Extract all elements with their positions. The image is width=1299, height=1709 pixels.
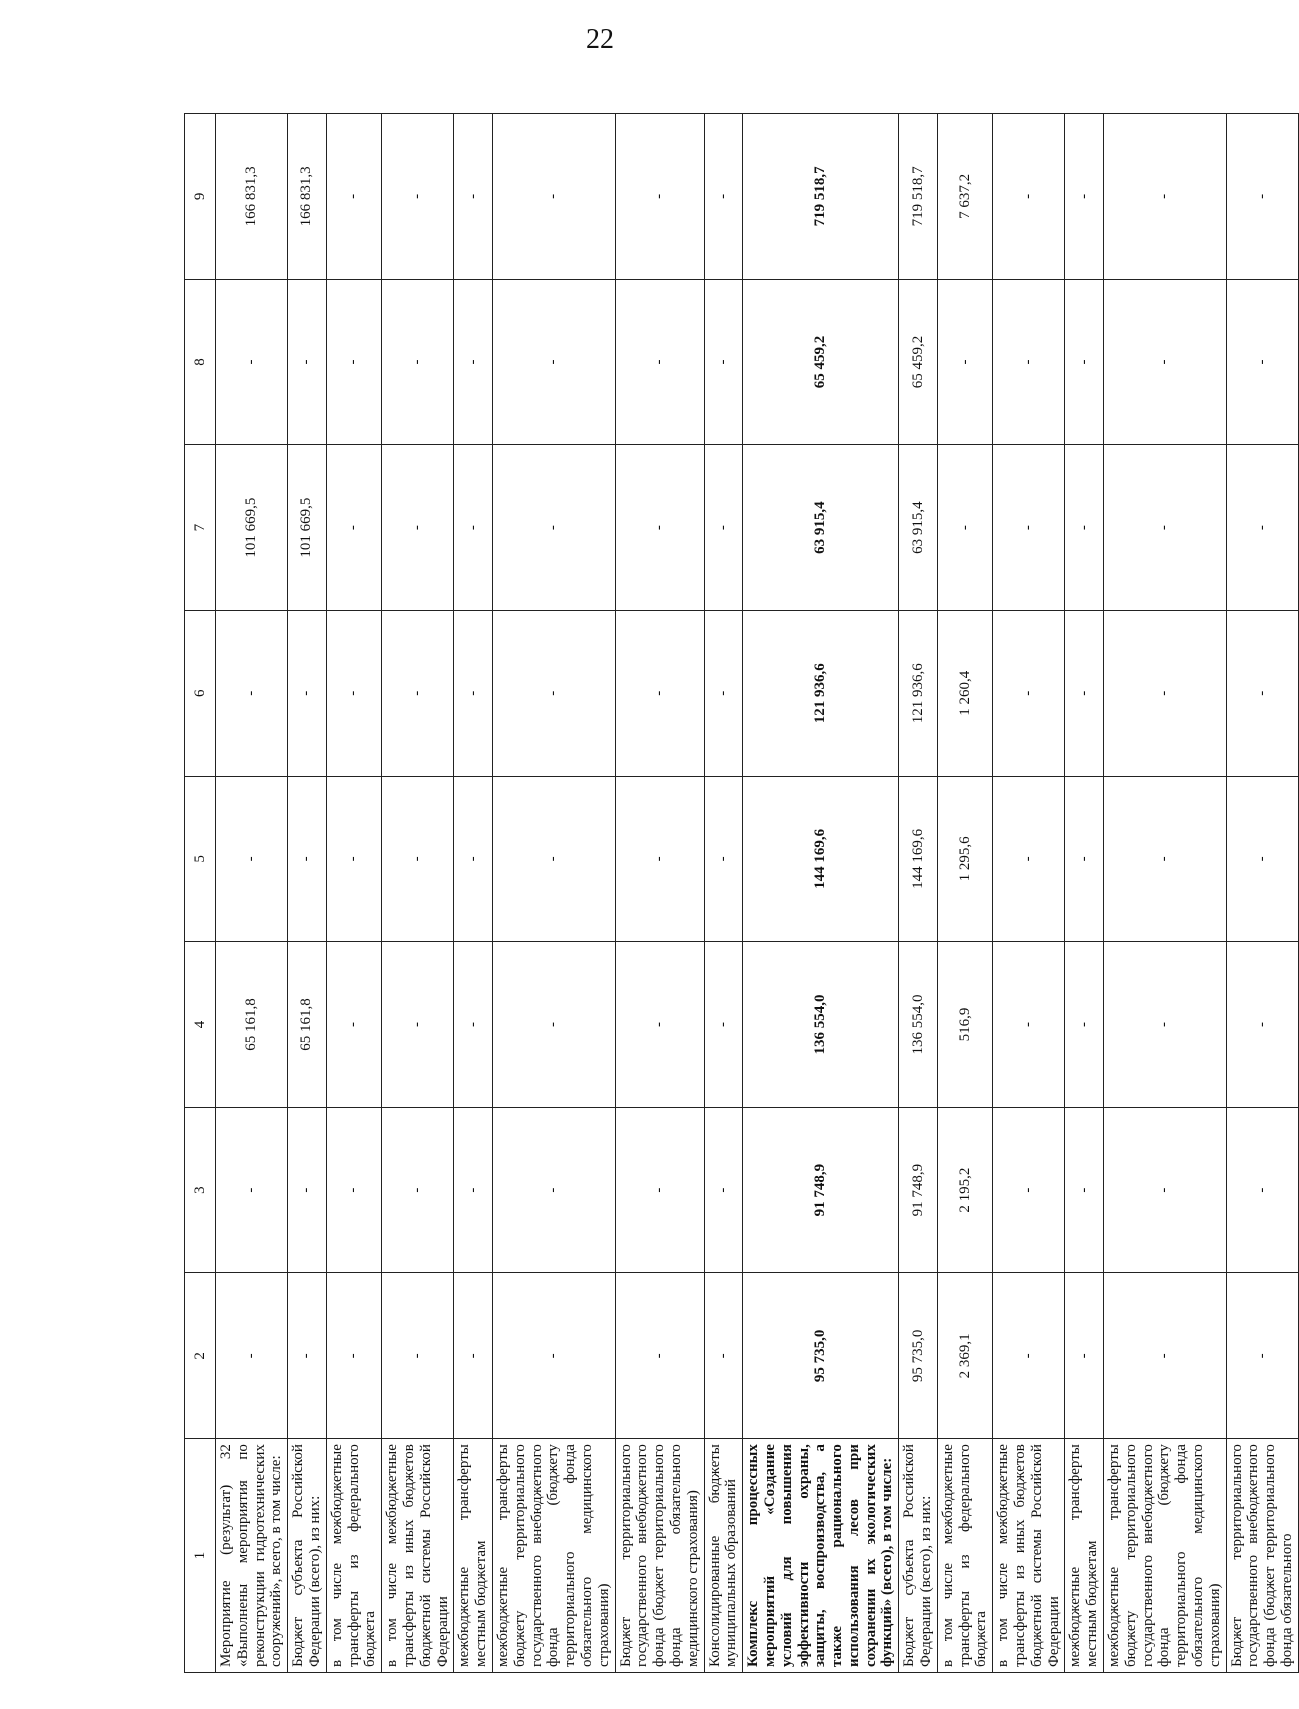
row-value: - [382,279,454,445]
row-label: в том числе межбюджетные трансферты из федерального бюджета [326,1439,381,1673]
table-row [382,114,454,1673]
row-value: 65 161,8 [216,942,288,1108]
row-value: 719 518,7 [743,114,899,280]
row-value: - [615,1107,704,1273]
row-label: Бюджет субъекта Российской Федерации (всего), из них: [899,1439,938,1673]
row-value: - [492,776,615,942]
row-value: 121 936,6 [899,610,938,776]
row-value: - [993,942,1065,1108]
page-number: 22 [586,24,614,55]
row-value: - [216,1273,288,1439]
row-value: - [1104,942,1227,1108]
row-value: - [1104,1273,1227,1439]
row-value: - [326,1107,381,1273]
row-value: - [1104,445,1227,611]
row-value: - [288,1107,327,1273]
row-value: 95 735,0 [743,1273,899,1439]
table-row [1226,114,1298,1673]
row-value: - [704,114,743,280]
row-value: - [1226,1107,1298,1273]
row-value: - [1104,776,1227,942]
row-value: - [454,279,493,445]
row-value: - [993,445,1065,611]
table-row [1065,114,1104,1673]
row-value: 65 459,2 [743,279,899,445]
column-header-7: 7 [185,445,216,611]
row-value: - [326,942,381,1108]
row-value: - [454,942,493,1108]
table-row [454,114,493,1673]
row-label: Консолидированные бюджеты муниципальных образований [704,1439,743,1673]
table-row [615,114,704,1673]
row-value: - [615,610,704,776]
row-value: - [1226,610,1298,776]
row-value: 144 169,6 [899,776,938,942]
row-value: - [492,942,615,1108]
row-value: - [704,1107,743,1273]
row-value: - [288,776,327,942]
row-value: - [454,1273,493,1439]
row-value: 65 161,8 [288,942,327,1108]
row-label: Бюджет территориального государственного внебюджетного фонда (бюджет территориального фонда обязательного медицинского страхования) [615,1439,704,1673]
table-row [937,114,992,1673]
rotated-table-frame [184,113,1296,1673]
row-label: в том числе межбюджетные трансферты из федерального бюджета [937,1439,992,1673]
row-value: - [1226,776,1298,942]
row-value: - [382,1273,454,1439]
table-row [704,114,743,1673]
row-value: 91 748,9 [899,1107,938,1273]
row-value: 101 669,5 [216,445,288,611]
row-value: - [492,1273,615,1439]
row-value: - [993,610,1065,776]
row-value: - [492,445,615,611]
table-row [1104,114,1227,1673]
row-value: - [326,279,381,445]
row-value: 136 554,0 [743,942,899,1108]
row-value: - [454,610,493,776]
row-label: межбюджетные трансферты бюджету территориального государственного внебюджетного фонда (бюджету территориального фонда обязательного медицинского страхования) [492,1439,615,1673]
row-value: - [993,1273,1065,1439]
row-value: - [1226,942,1298,1108]
row-value: - [615,445,704,611]
row-value: - [1065,776,1104,942]
row-value: - [1065,1273,1104,1439]
row-value: 2 369,1 [937,1273,992,1439]
table-row [492,114,615,1673]
table-header-row [185,114,216,1673]
row-value: - [615,1273,704,1439]
row-value: - [492,1107,615,1273]
table-row [216,114,288,1673]
row-value: - [216,610,288,776]
table-row [326,114,381,1673]
table-body [216,114,1299,1673]
row-value: - [1104,114,1227,280]
column-header-3: 3 [185,1107,216,1273]
table-row [288,114,327,1673]
row-value: 144 169,6 [743,776,899,942]
row-value: - [704,776,743,942]
row-value: - [326,1273,381,1439]
row-value: 719 518,7 [899,114,938,280]
row-value: - [382,114,454,280]
row-label: межбюджетные трансферты местным бюджетам [1065,1439,1104,1673]
row-value: - [1104,1107,1227,1273]
column-header-4: 4 [185,942,216,1108]
row-value: - [382,610,454,776]
row-value: - [1226,1273,1298,1439]
row-value: - [615,776,704,942]
row-value: 121 936,6 [743,610,899,776]
row-label: Мероприятие (результат) 32 «Выполнены мероприятия по реконструкции гидротехнических сооружений», всего, в том числе: [216,1439,288,1673]
row-value: 1 295,6 [937,776,992,942]
row-value: - [615,279,704,445]
row-value: - [216,776,288,942]
row-value: 95 735,0 [899,1273,938,1439]
row-value: 166 831,3 [216,114,288,280]
column-header-9: 9 [185,114,216,280]
row-value: - [288,279,327,445]
row-value: - [326,610,381,776]
table-row [993,114,1065,1673]
row-value: - [1065,114,1104,280]
row-value: 2 195,2 [937,1107,992,1273]
row-value: 63 915,4 [899,445,938,611]
row-value: - [326,114,381,280]
row-label: Комплекс процессных мероприятий «Создание условий для повышения эффективности охраны, защиты, воспроизводства, а также рационального использования лесов при сохранении их экологических функций» (всего), в том числе: [743,1439,899,1673]
row-value: - [454,1107,493,1273]
row-value: - [704,279,743,445]
row-value: 91 748,9 [743,1107,899,1273]
row-value: 166 831,3 [288,114,327,280]
row-value: - [492,610,615,776]
row-value: 65 459,2 [899,279,938,445]
row-value: 136 554,0 [899,942,938,1108]
row-value: - [382,776,454,942]
row-value: 101 669,5 [288,445,327,611]
row-label: Бюджет территориального государственного внебюджетного фонда (бюджет территориального фонда обязательного [1226,1439,1298,1673]
row-label: межбюджетные трансферты местным бюджетам [454,1439,493,1673]
row-label: в том числе межбюджетные трансферты из иных бюджетов бюджетной системы Российской Федерации [382,1439,454,1673]
row-value: - [1065,1107,1104,1273]
table-row [899,114,938,1673]
row-value: - [615,942,704,1108]
row-label: межбюджетные трансферты бюджету территориального государственного внебюджетного фонда (бюджету территориального фонда обязательного медицинского страхования) [1104,1439,1227,1673]
table-container [184,113,1296,1673]
column-header-5: 5 [185,776,216,942]
row-value: - [1065,610,1104,776]
row-value: - [993,279,1065,445]
row-value: - [382,1107,454,1273]
column-header-2: 2 [185,1273,216,1439]
row-value: - [288,610,327,776]
row-value: 516,9 [937,942,992,1108]
row-value: - [993,114,1065,280]
row-value: - [1065,445,1104,611]
column-header-6: 6 [185,610,216,776]
row-value: - [1065,279,1104,445]
column-header-8: 8 [185,279,216,445]
row-value: - [993,1107,1065,1273]
row-label: в том числе межбюджетные трансферты из иных бюджетов бюджетной системы Российской Федерации [993,1439,1065,1673]
row-value: - [326,776,381,942]
row-value: - [615,114,704,280]
row-value: - [1104,279,1227,445]
row-value: - [993,776,1065,942]
row-value: - [454,776,493,942]
row-label: Бюджет субъекта Российской Федерации (всего), из них: [288,1439,327,1673]
row-value: - [454,114,493,280]
row-value: - [288,1273,327,1439]
column-header-1: 1 [185,1439,216,1673]
row-value: - [704,445,743,611]
row-value: 7 637,2 [937,114,992,280]
row-value: - [382,942,454,1108]
row-value: - [326,445,381,611]
budget-table [184,113,1299,1673]
row-value: - [1226,279,1298,445]
row-value: 1 260,4 [937,610,992,776]
row-value: - [492,114,615,280]
row-value: - [216,279,288,445]
row-value: - [1065,942,1104,1108]
row-value: - [704,942,743,1108]
row-value: - [216,1107,288,1273]
row-value: - [454,445,493,611]
row-value: - [382,445,454,611]
row-value: - [1104,610,1227,776]
row-value: 63 915,4 [743,445,899,611]
row-value: - [704,610,743,776]
row-value: - [704,1273,743,1439]
row-value: - [1226,114,1298,280]
row-value: - [492,279,615,445]
table-row [743,114,899,1673]
row-value: - [937,279,992,445]
row-value: - [1226,445,1298,611]
row-value: - [937,445,992,611]
